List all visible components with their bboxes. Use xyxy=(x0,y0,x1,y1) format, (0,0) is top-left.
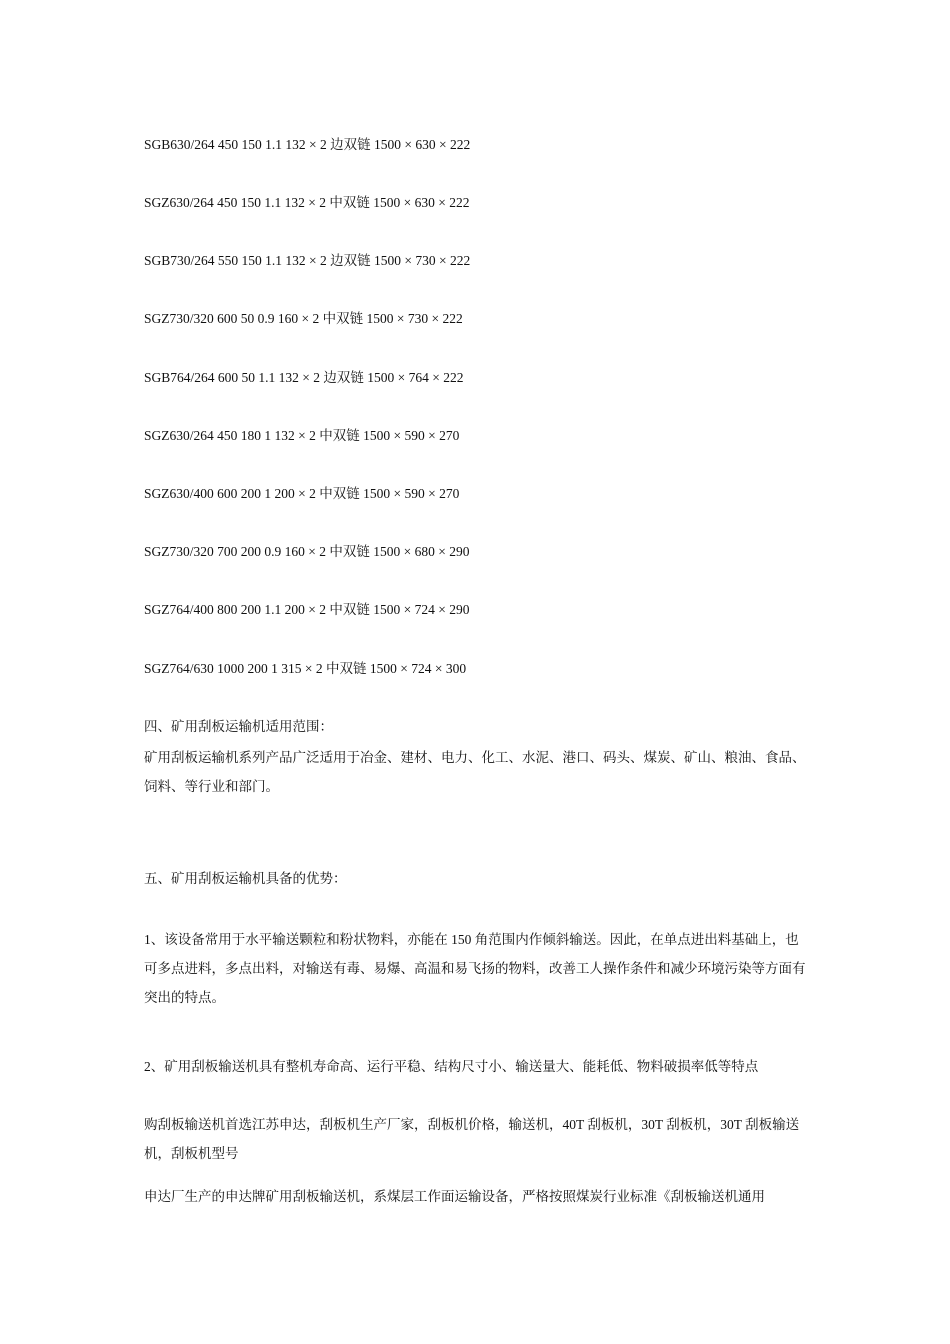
spec-row: SGZ630/264 450 150 1.1 132 × 2 中双链 1500 × 630 × 222 xyxy=(144,195,470,210)
section-4-heading: 四、矿用刮板运输机适用范围： xyxy=(144,719,333,734)
spec-row: SGZ764/630 1000 200 1 315 × 2 中双链 1500 × 724 × 300 xyxy=(144,661,467,676)
section-5-item-2: 2、矿用刮板输送机具有整机寿命高、运行平稳、结构尺寸小、输送量大、能耗低、物料破损率低等特点 xyxy=(144,1059,759,1074)
spec-row: SGZ630/400 600 200 1 200 × 2 中双链 1500 × 590 × 270 xyxy=(144,486,460,501)
spec-row: SGB630/264 450 150 1.1 132 × 2 边双链 1500 × 630 × 222 xyxy=(144,137,471,152)
promo-paragraph: 购刮板输送机首选江苏申达，刮板机生产厂家，刮板机价格，输送机，40T 刮板机，30T 刮板机，30T 刮板输送机，刮板机型号 xyxy=(144,1117,800,1161)
section-5-heading: 五、矿用刮板运输机具备的优势： xyxy=(144,871,347,886)
section-4-body: 矿用刮板运输机系列产品广泛适用于冶金、建材、电力、化工、水泥、港口、码头、煤炭、矿山、粮油、食品、饲料、等行业和部门。 xyxy=(144,750,806,794)
spec-row: SGZ630/264 450 180 1 132 × 2 中双链 1500 × 590 × 270 xyxy=(144,428,460,443)
spec-row: SGZ730/320 700 200 0.9 160 × 2 中双链 1500 × 680 × 290 xyxy=(144,544,470,559)
section-5-item-1: 1、该设备常用于水平输送颗粒和粉状物料，亦能在 150 角范围内作倾斜输送。因此，在单点进出料基础上，也可多点进料，多点出料，对输送有毒、易爆、高温和易飞扬的物料，改善工人操作条件和减少环境污染等方面有突出的特点。 xyxy=(144,932,806,1005)
spec-row: SGB764/264 600 50 1.1 132 × 2 边双链 1500 × 764 × 222 xyxy=(144,370,464,385)
spec-row: SGZ730/320 600 50 0.9 160 × 2 中双链 1500 × 730 × 222 xyxy=(144,311,463,326)
spec-row: SGB730/264 550 150 1.1 132 × 2 边双链 1500 × 730 × 222 xyxy=(144,253,471,268)
spec-row: SGZ764/400 800 200 1.1 200 × 2 中双链 1500 × 724 × 290 xyxy=(144,602,470,617)
closing-paragraph: 申达厂生产的申达牌矿用刮板输送机，系煤层工作面运输设备，严格按照煤炭行业标准《刮板输送机通用 xyxy=(144,1189,765,1204)
